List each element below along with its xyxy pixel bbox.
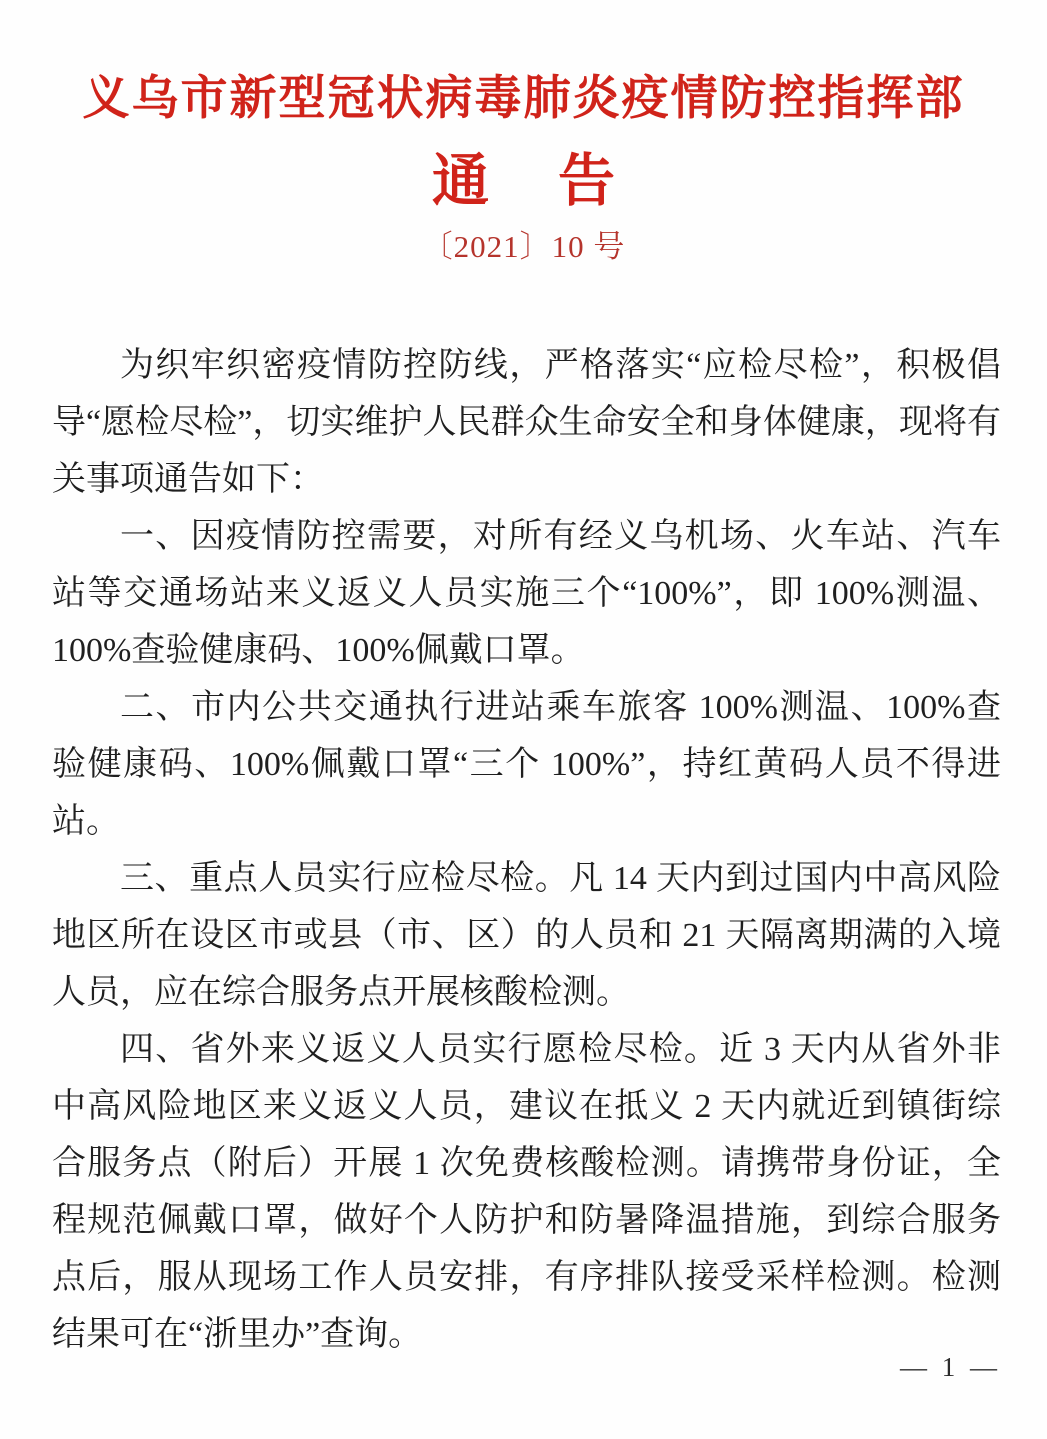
page-footer: [900, 1352, 1001, 1383]
paragraph-item-4: 四、省外来义返义人员实行愿检尽检。近 3 天内从省外非中高风险地区来义返义人员，建议在抵义 2 天内就近到镇街综合服务点（附后）开展 1 次免费核酸检测。请携带身份证，全程规范佩戴口罩，做好个人防护和防暑降温措施，到综合服务点后，服从现场工作人员安排，有序排队接受采样检测。检测结果可在“浙里办”查询。: [52, 1030, 1001, 1353]
document-number: 〔2021〕10 号: [421, 228, 626, 264]
document-body: [52, 337, 1001, 1363]
paragraph-item-3: 三、重点人员实行应检尽检。凡 14 天内到过国内中高风险地区所在设区市或县（市、区）的人员和 21 天隔离期满的入境人员，应在综合服务点开展核酸检测。: [52, 859, 1001, 1011]
document-subtitle: 通 告: [432, 150, 621, 214]
paragraph-item-2: 二、市内公共交通执行进站乘车旅客 100%测温、100%查验健康码、100%佩戴口罩“三个 100%”，持红黄码人员不得进站。: [52, 688, 1001, 840]
paragraph-intro: 为织牢织密疫情防控防线，严格落实“应检尽检”，积极倡导“愿检尽检”，切实维护人民群众生命安全和身体健康，现将有关事项通告如下：: [52, 346, 1001, 498]
page-number: — 1 —: [900, 1352, 1001, 1382]
document-header: [0, 0, 1047, 267]
document-title: 义乌市新型冠状病毒肺炎疫情防控指挥部: [82, 73, 965, 125]
paragraph-item-1: 一、因疫情防控需要，对所有经义乌机场、火车站、汽车站等交通场站来义返义人员实施三个“100%”，即 100%测温、100%查验健康码、100%佩戴口罩。: [52, 517, 1001, 669]
